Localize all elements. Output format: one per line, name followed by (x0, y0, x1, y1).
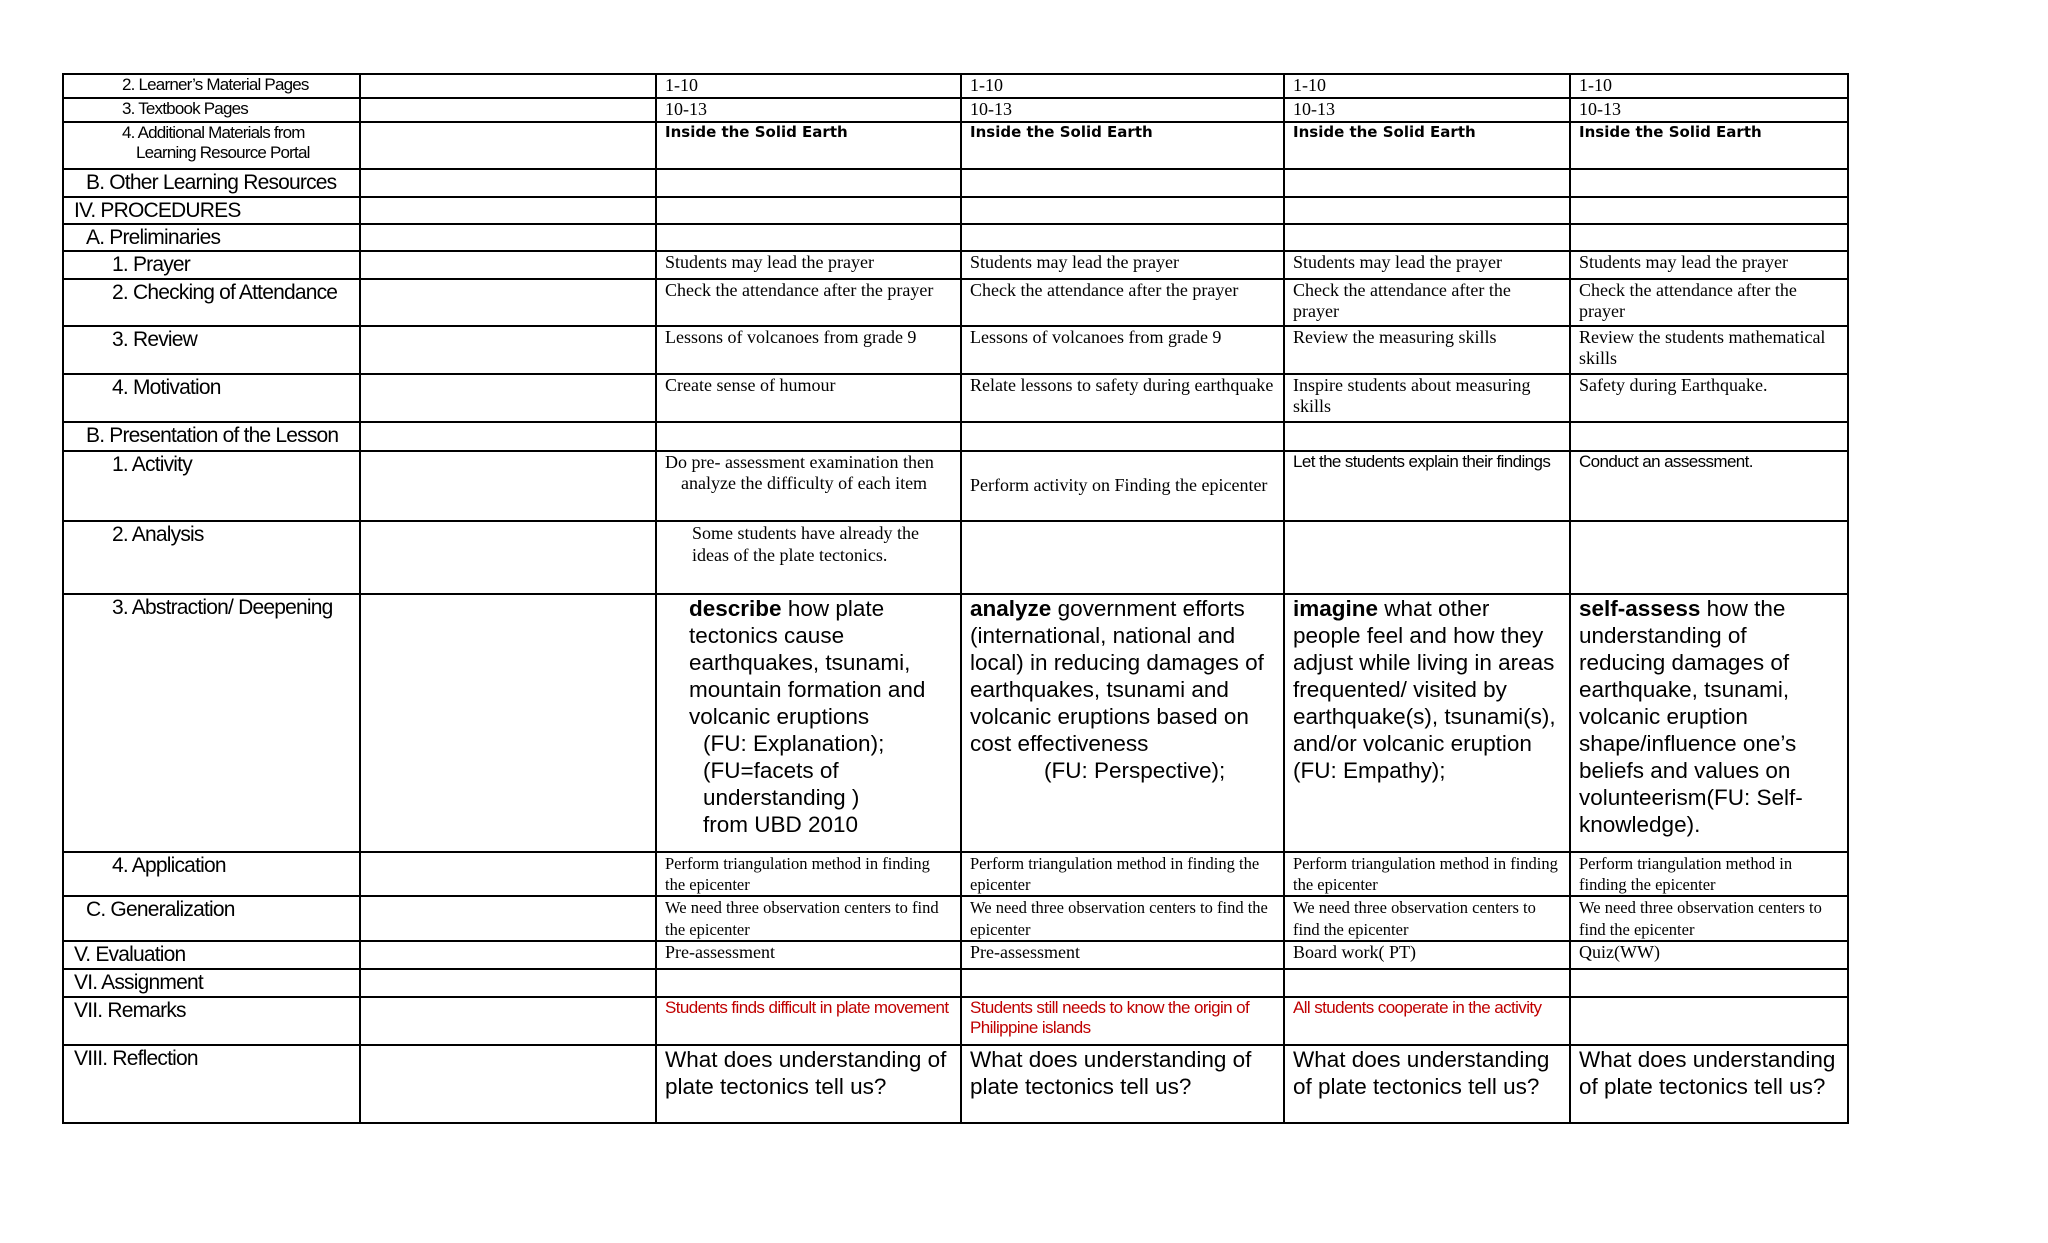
cell: Check the attendance after the prayer (961, 279, 1284, 326)
cell: Inside the Solid Earth (1570, 122, 1848, 169)
row-preliminaries (63, 224, 1848, 251)
blank-cell (656, 422, 961, 451)
bold-verb: describe (689, 595, 782, 621)
blank-cell (656, 224, 961, 251)
blank-cell (961, 224, 1284, 251)
fu-line: from UBD 2010 (703, 811, 859, 837)
blank-cell (1284, 422, 1570, 451)
blank-cell (1570, 521, 1848, 594)
row-reflection (63, 1045, 1848, 1123)
fu-line: (FU=facets of understanding ) (703, 757, 860, 810)
cell: We need three observation centers to find the epicenter (961, 896, 1284, 941)
row-label: 3. Abstraction/ Deepening (63, 594, 360, 852)
cell: Relate lessons to safety during earthquake (961, 374, 1284, 422)
row-prayer (63, 251, 1848, 278)
cell: Lessons of volcanoes from grade 9 (656, 326, 961, 374)
cell: 1-10 (1284, 74, 1570, 98)
blank-cell (360, 852, 656, 897)
row-label-line1: 4. Additional Materials from (122, 123, 305, 142)
row-label: 2. Learner’s Material Pages (63, 74, 360, 98)
row-procedures (63, 197, 1848, 224)
cell: Safety during Earthquake. (1570, 374, 1848, 422)
blank-cell (1284, 197, 1570, 224)
cell: Review the measuring skills (1284, 326, 1570, 374)
cell: We need three observation centers to find the epicenter (656, 896, 961, 941)
blank-cell (961, 969, 1284, 997)
cell: All students cooperate in the activity (1284, 997, 1570, 1045)
row-label: B. Presentation of the Lesson (63, 422, 360, 451)
blank-cell (360, 941, 656, 968)
row-label: VII. Remarks (63, 997, 360, 1045)
blank-cell (1284, 521, 1570, 594)
row-label: VI. Assignment (63, 969, 360, 997)
cell: 10-13 (1570, 98, 1848, 122)
blank-cell (360, 594, 656, 852)
blank-cell (961, 169, 1284, 197)
cell: Lessons of volcanoes from grade 9 (961, 326, 1284, 374)
cell: What does understanding of plate tectonics tell us? (656, 1045, 961, 1123)
blank-cell (656, 969, 961, 997)
abstraction-cell-1 (656, 594, 961, 852)
row-label: V. Evaluation (63, 941, 360, 968)
row-label: IV. PROCEDURES (63, 197, 360, 224)
blank-cell (360, 374, 656, 422)
cell: Check the attendance after the prayer (1570, 279, 1848, 326)
row-label: 1. Prayer (63, 251, 360, 278)
row-analysis (63, 521, 1848, 594)
row-assignment (63, 969, 1848, 997)
cell: Students may lead the prayer (1284, 251, 1570, 278)
cell: We need three observation centers to find the epicenter (1570, 896, 1848, 941)
cell: What does understanding of plate tectonics tell us? (1284, 1045, 1570, 1123)
row-motivation (63, 374, 1848, 422)
blank-cell (656, 197, 961, 224)
blank-cell (961, 422, 1284, 451)
cell: Some students have already the ideas of the plate tectonics. (656, 521, 961, 594)
blank-cell (360, 969, 656, 997)
cell: Let the students explain their findings (1284, 451, 1570, 521)
row-learners-material (63, 74, 1848, 98)
blank-cell (360, 1045, 656, 1123)
cell: Review the students mathematical skills (1570, 326, 1848, 374)
blank-cell (360, 997, 656, 1045)
cell: Board work( PT) (1284, 941, 1570, 968)
blank-cell (360, 521, 656, 594)
blank-cell (360, 326, 656, 374)
row-label: 4. Application (63, 852, 360, 897)
cell: We need three observation centers to find the epicenter (1284, 896, 1570, 941)
cell: Perform triangulation method in finding the epicenter (1570, 852, 1848, 897)
cell: Perform triangulation method in finding the epicenter (1284, 852, 1570, 897)
blank-cell (360, 896, 656, 941)
cell: 10-13 (961, 98, 1284, 122)
row-review (63, 326, 1848, 374)
row-activity (63, 451, 1848, 521)
bold-verb: analyze (970, 595, 1052, 621)
cell: Pre-assessment (656, 941, 961, 968)
abstraction-cell-3 (1284, 594, 1570, 852)
fu-line: (FU: Explanation); (703, 730, 885, 756)
cell: Do pre- assessment examination then analyze the difficulty of each item (656, 451, 961, 521)
row-label: 3. Textbook Pages (63, 98, 360, 122)
row-label: C. Generalization (63, 896, 360, 941)
cell-text: what other people feel and how they adjust while living in areas frequented/ visited by earthquake(s), tsunami(s), and/or volcanic eruption (FU: Empathy); (1293, 595, 1556, 783)
cell-text: how plate tectonics cause earthquakes, tsunami, mountain formation and volcanic eruptions (689, 595, 926, 729)
row-textbook (63, 98, 1848, 122)
cell: 1-10 (1570, 74, 1848, 98)
cell: 10-13 (1284, 98, 1570, 122)
cell: Inside the Solid Earth (656, 122, 961, 169)
row-presentation (63, 422, 1848, 451)
cell: Inspire students about measuring skills (1284, 374, 1570, 422)
blank-cell (1570, 224, 1848, 251)
row-label: A. Preliminaries (63, 224, 360, 251)
row-label: B. Other Learning Resources (63, 169, 360, 197)
cell: 1-10 (656, 74, 961, 98)
blank-cell (360, 279, 656, 326)
cell: Create sense of humour (656, 374, 961, 422)
cell: Perform activity on Finding the epicenter (961, 451, 1284, 521)
row-label: 2. Checking of Attendance (63, 279, 360, 326)
cell: Students still needs to know the origin of Philippine islands (961, 997, 1284, 1045)
cell: Inside the Solid Earth (1284, 122, 1570, 169)
cell: Check the attendance after the prayer (656, 279, 961, 326)
cell: What does understanding of plate tectonics tell us? (961, 1045, 1284, 1123)
cell: 10-13 (656, 98, 961, 122)
row-other-resources (63, 169, 1848, 197)
blank-cell (1284, 224, 1570, 251)
cell: What does understanding of plate tectonics tell us? (1570, 1045, 1848, 1123)
cell: Pre-assessment (961, 941, 1284, 968)
blank-cell (961, 197, 1284, 224)
fu-line: (FU: Perspective); (1044, 757, 1226, 783)
blank-cell (961, 521, 1284, 594)
cell: Students may lead the prayer (961, 251, 1284, 278)
cell: Students may lead the prayer (656, 251, 961, 278)
row-additional-materials (63, 122, 1848, 169)
blank-cell (360, 197, 656, 224)
cell: Quiz(WW) (1570, 941, 1848, 968)
blank-cell (656, 169, 961, 197)
blank-cell (360, 169, 656, 197)
abstraction-cell-4 (1570, 594, 1848, 852)
blank-cell (1284, 969, 1570, 997)
blank-cell (360, 98, 656, 122)
blank-cell (360, 224, 656, 251)
cell: Students finds difficult in plate movement (656, 997, 961, 1045)
cell-text: how the understanding of reducing damages of earthquake, tsunami, volcanic eruption shape/influence one’s beliefs and values on volunteerism(FU: Self-knowledge). (1579, 595, 1803, 837)
cell-text: government efforts (international, national and local) in reducing damages of earthquakes, tsunami and volcanic eruptions based on cost effectiveness (970, 595, 1264, 756)
row-label: 2. Analysis (63, 521, 360, 594)
lesson-plan-table (62, 73, 1849, 1124)
row-label: 3. Review (63, 326, 360, 374)
blank-cell (1570, 997, 1848, 1045)
abstraction-cell-2 (961, 594, 1284, 852)
row-remarks (63, 997, 1848, 1045)
blank-cell (1570, 169, 1848, 197)
cell: Conduct an assessment. (1570, 451, 1848, 521)
blank-cell (360, 122, 656, 169)
cell: Check the attendance after the prayer (1284, 279, 1570, 326)
row-evaluation (63, 941, 1848, 968)
cell: 1-10 (961, 74, 1284, 98)
row-attendance (63, 279, 1848, 326)
row-abstraction (63, 594, 1848, 852)
row-label: 4. Motivation (63, 374, 360, 422)
row-label (63, 122, 360, 169)
blank-cell (1570, 197, 1848, 224)
row-label: VIII. Reflection (63, 1045, 360, 1123)
bold-verb: self-assess (1579, 595, 1701, 621)
row-label-line2: Learning Resource Portal (136, 143, 310, 163)
cell: Inside the Solid Earth (961, 122, 1284, 169)
cell: Students may lead the prayer (1570, 251, 1848, 278)
blank-cell (360, 451, 656, 521)
row-label: 1. Activity (63, 451, 360, 521)
blank-cell (360, 74, 656, 98)
row-application (63, 852, 1848, 897)
cell: Perform triangulation method in finding the epicenter (961, 852, 1284, 897)
bold-verb: imagine (1293, 595, 1379, 621)
row-generalization (63, 896, 1848, 941)
blank-cell (360, 251, 656, 278)
blank-cell (360, 422, 656, 451)
cell: Perform triangulation method in finding the epicenter (656, 852, 961, 897)
blank-cell (1570, 422, 1848, 451)
blank-cell (1284, 169, 1570, 197)
blank-cell (1570, 969, 1848, 997)
